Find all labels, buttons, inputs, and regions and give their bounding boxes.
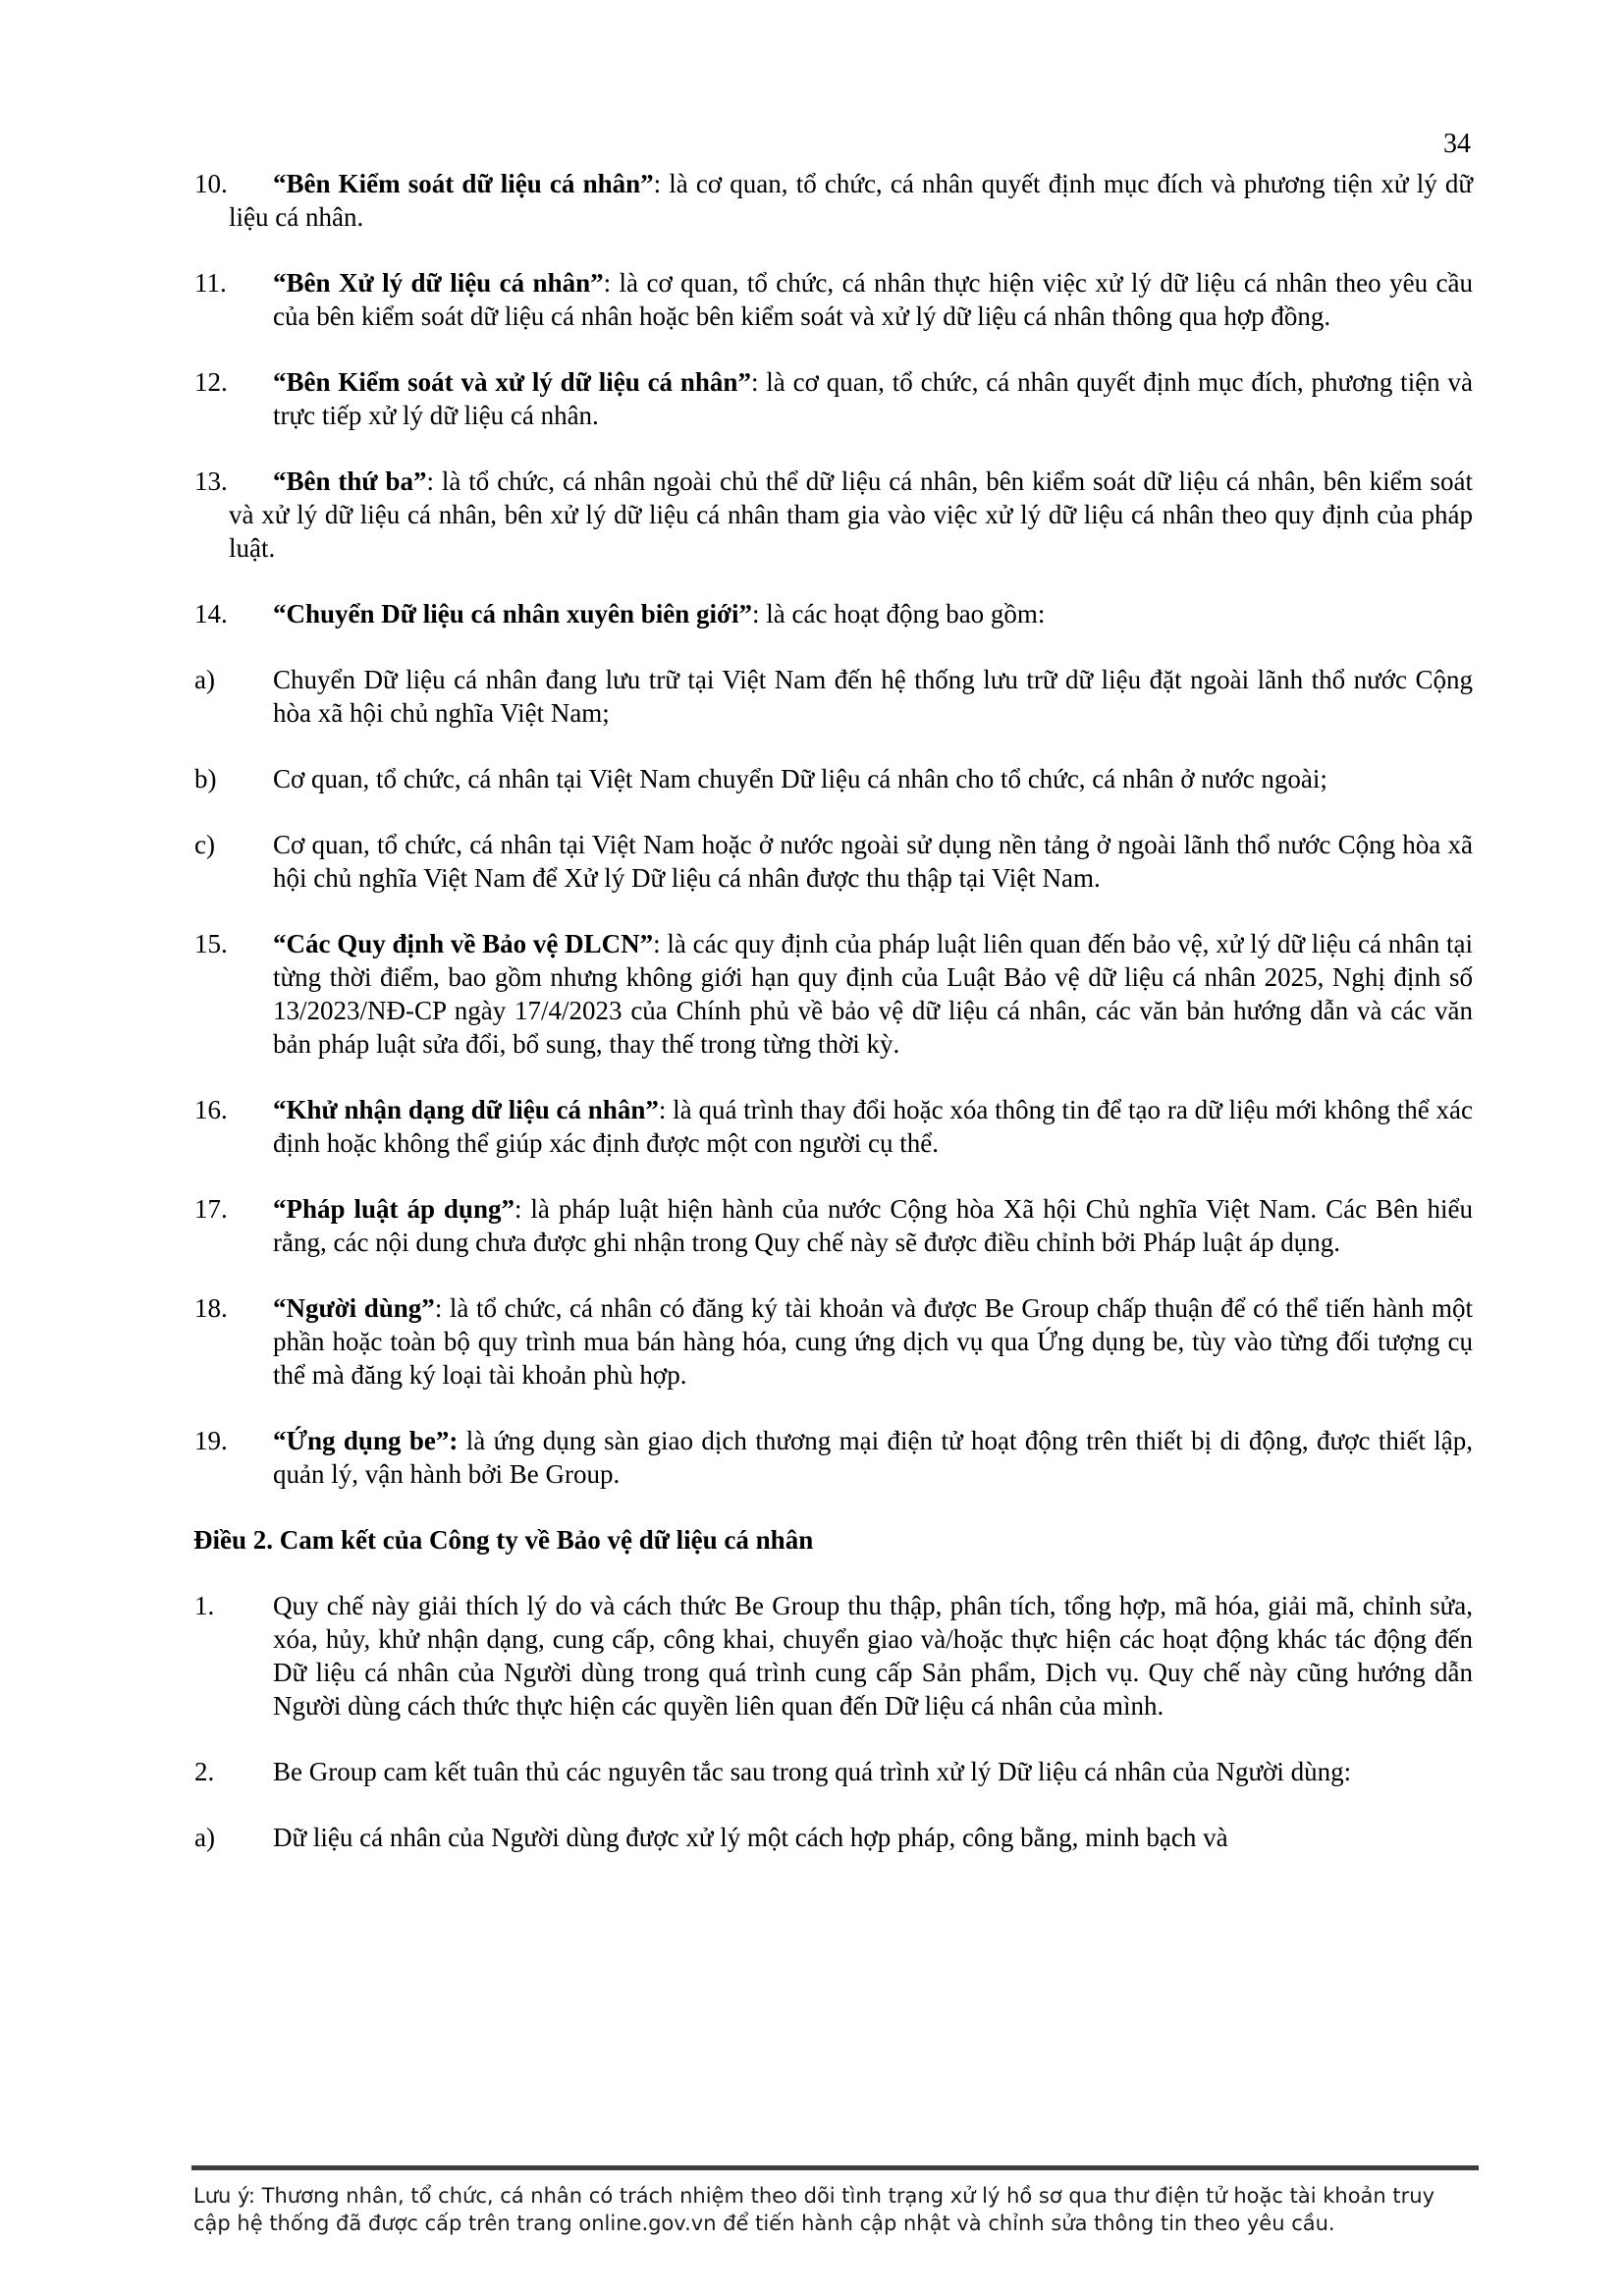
item-marker: 17. [194,1194,228,1224]
list-item [194,927,1474,1061]
defined-term: “Bên Kiểm soát dữ liệu cá nhân” [273,169,654,198]
item-text: : là các hoạt động bao gồm: [752,599,1046,629]
defined-term: “Chuyển Dữ liệu cá nhân xuyên biên giới” [273,599,753,629]
item-marker: 18. [194,1293,228,1323]
list-item [194,167,1473,234]
list-item [194,266,1473,333]
item-marker: 10. [194,169,228,198]
defined-term: “Pháp luật áp dụng” [273,1194,514,1224]
defined-term: “Bên Kiểm soát và xử lý dữ liệu cá nhân” [273,367,751,397]
defined-term: “Ứng dụng be”: [273,1426,459,1455]
list-item [194,1291,1473,1392]
defined-term: “Khử nhận dạng dữ liệu cá nhân” [273,1095,659,1124]
item-marker: c) [194,830,215,859]
item-marker: b) [194,764,217,793]
item-marker: 2. [194,1757,215,1786]
item-text: Quy chế này giải thích lý do và cách thức Be Group thu thập, phân tích, tổng hợp, mã hóa, giải mã, chỉnh sửa, xóa, hủy, khử nhận dạng, cung cấp, công khai, chuyển giao và/hoặc thực hiện các hoạt động khác tác động đến Dữ liệu cá nhân của Người dùng trong quá trình cung cấp Sản phẩm, Dịch vụ. Quy chế này cũng hướng dẫn Người dùng cách thức thực hiện các quyền liên quan đến Dữ liệu cá nhân của mình. [273,1591,1473,1721]
item-text: là ứng dụng sàn giao dịch thương mại điện tử hoạt động trên thiết bị di động, được thiết lập, quản lý, vận hành bởi Be Group. [273,1426,1473,1489]
list-item [194,1821,1473,1854]
item-text: : là quá trình thay đổi hoặc xóa thông tin để tạo ra dữ liệu mới không thể xác định hoặc không thể giúp xác định được một con người cụ thể. [273,1095,1473,1158]
list-item [194,1755,1473,1788]
list-item [194,365,1473,432]
item-marker: 1. [194,1591,215,1620]
list-item [194,828,1473,895]
list-item [194,465,1473,565]
item-marker: 14. [194,599,228,629]
item-text: Cơ quan, tổ chức, cá nhân tại Việt Nam chuyển Dữ liệu cá nhân cho tổ chức, cá nhân ở nước ngoài; [273,764,1327,793]
defined-term: “Bên Xử lý dữ liệu cá nhân” [273,268,604,298]
section-heading: Điều 2. Cam kết của Công ty về Bảo vệ dữ liệu cá nhân [193,1525,814,1555]
item-marker: a) [194,1823,215,1852]
footnote-divider [191,2165,1479,2170]
item-text: : là cơ quan, tổ chức, cá nhân quyết định mục đích và phương tiện xử lý dữ liệu cá nhân. [229,169,1473,232]
item-text: Be Group cam kết tuân thủ các nguyên tắc sau trong quá trình xử lý Dữ liệu cá nhân của Người dùng: [273,1757,1352,1786]
list-item [194,663,1473,730]
list-item [194,1424,1473,1491]
defined-term: “Các Quy định về Bảo vệ DLCN” [273,929,654,958]
item-marker: 16. [194,1095,228,1124]
item-marker: a) [194,665,215,694]
item-text: : là cơ quan, tổ chức, cá nhân quyết định mục đích, phương tiện và trực tiếp xử lý dữ liệu cá nhân. [273,367,1473,430]
item-text: : là tổ chức, cá nhân có đăng ký tài khoản và được Be Group chấp thuận để có thể tiến hành một phần hoặc toàn bộ quy trình mua bán hàng hóa, cung ứng dịch vụ qua Ứng dụng be, tùy vào từng đối tượng cụ thể mà đăng ký loại tài khoản phù hợp. [273,1293,1473,1390]
item-text: Cơ quan, tổ chức, cá nhân tại Việt Nam hoặc ở nước ngoài sử dụng nền tảng ở ngoài lãnh thổ nước Cộng hòa xã hội chủ nghĩa Việt Nam để Xử lý Dữ liệu cá nhân được thu thập tại Việt Nam. [273,830,1473,893]
page-number: 34 [1443,129,1471,159]
defined-term: “Người dùng” [273,1293,435,1323]
item-marker: 13. [194,466,228,496]
item-text: : là các quy định của pháp luật liên quan đến bảo vệ, xử lý dữ liệu cá nhân tại từng thời điểm, bao gồm nhưng không giới hạn quy định của Luật Bảo vệ dữ liệu cá nhân 2025, Nghị định số 13/2023/NĐ-CP ngày 17/4/2023 của Chính phủ về bảo vệ dữ liệu cá nhân, các văn bản hướng dẫn và các văn bản pháp luật sửa đổi, bổ sung, thay thế trong từng thời kỳ. [273,929,1474,1059]
item-marker: 15. [194,929,228,958]
list-item [194,762,1473,795]
item-marker: 11. [194,268,227,298]
item-text: : là pháp luật hiện hành của nước Cộng hòa Xã hội Chủ nghĩa Việt Nam. Các Bên hiểu rằng, các nội dung chưa được ghi nhận trong Quy chế này sẽ được điều chỉnh bởi Pháp luật áp dụng. [273,1194,1473,1257]
item-text: : là tổ chức, cá nhân ngoài chủ thể dữ liệu cá nhân, bên kiểm soát dữ liệu cá nhân, bên kiểm soát và xử lý dữ liệu cá nhân, bên xử lý dữ liệu cá nhân tham gia vào việc xử lý dữ liệu cá nhân theo quy định của pháp luật. [229,466,1473,563]
item-text: : là cơ quan, tổ chức, cá nhân thực hiện việc xử lý dữ liệu cá nhân theo yêu cầu của bên kiểm soát dữ liệu cá nhân hoặc bên kiểm soát và xử lý dữ liệu cá nhân thông qua hợp đồng. [273,268,1473,331]
item-text: Chuyển Dữ liệu cá nhân đang lưu trữ tại Việt Nam đến hệ thống lưu trữ dữ liệu đặt ngoài lãnh thổ nước Cộng hòa xã hội chủ nghĩa Việt Nam; [273,665,1473,728]
list-item [194,1093,1473,1160]
document-body [0,167,1473,1886]
footnote-text: Lưu ý: Thương nhân, tổ chức, cá nhân có trách nhiệm theo dõi tình trạng xử lý hồ sơ qua thư điện tử hoặc tài khoản truy cập hệ thống đã được cấp trên trang online.gov.vn để tiến hành cập nhật và chỉnh sửa thông tin theo yêu cầu. [193,2184,1435,2235]
list-item [194,1192,1473,1259]
item-marker: 12. [194,367,228,397]
item-marker: 19. [194,1426,228,1455]
item-text: Dữ liệu cá nhân của Người dùng được xử lý một cách hợp pháp, công bằng, minh bạch và [273,1823,1228,1852]
list-item [194,1589,1473,1722]
list-item [194,597,1473,630]
defined-term: “Bên thứ ba” [273,466,427,496]
